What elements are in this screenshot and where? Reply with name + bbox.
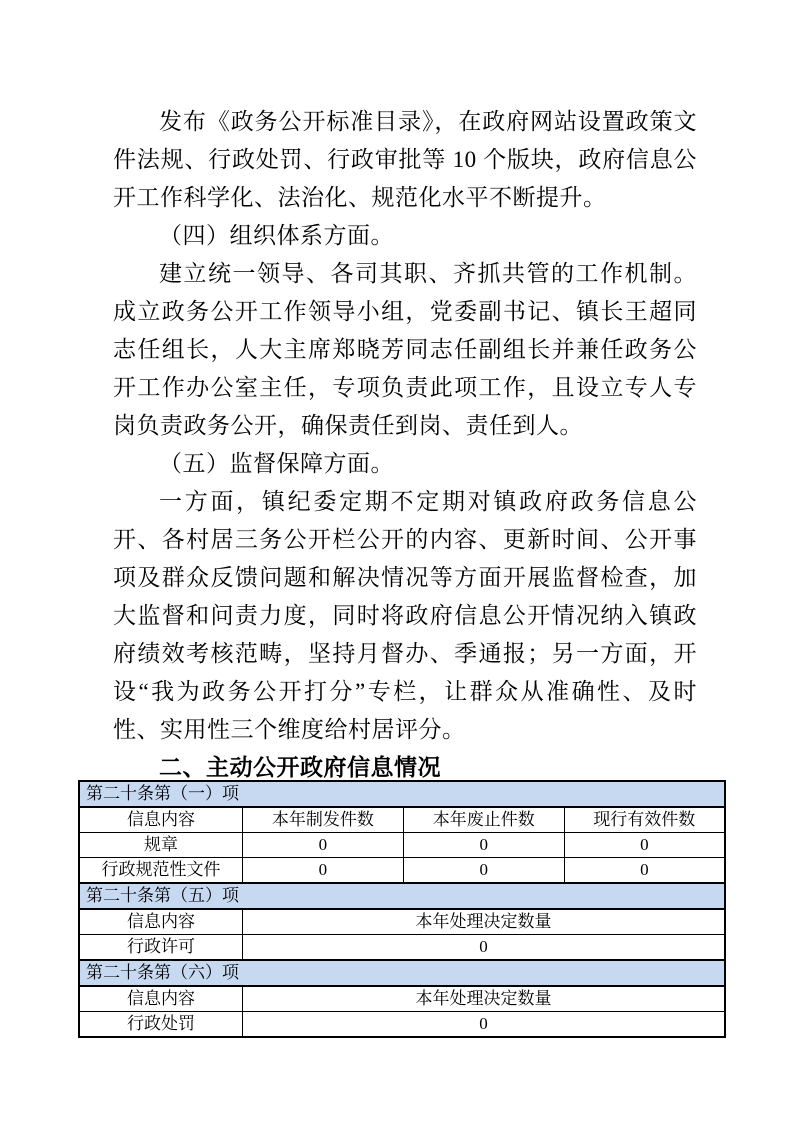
value-cell: 0 <box>403 833 564 858</box>
disclosure-statistics-table <box>78 780 726 1038</box>
row-label-cell: 行政处罚 <box>79 1012 242 1038</box>
header-cell: 本年制发件数 <box>242 807 403 833</box>
value-cell: 0 <box>564 858 725 884</box>
value-cell: 0 <box>242 935 725 961</box>
header-cell: 信息内容 <box>79 986 242 1012</box>
table-band-row <box>79 781 725 807</box>
paragraph-subheading: （四）组织体系方面。 <box>159 223 394 248</box>
value-cell: 0 <box>242 833 403 858</box>
table-row <box>79 833 725 858</box>
value-cell: 0 <box>403 858 564 884</box>
row-label-cell: 规章 <box>79 833 242 858</box>
table-row <box>79 858 725 884</box>
value-cell: 0 <box>564 833 725 858</box>
table-band-row <box>79 960 725 986</box>
table-band-label: 第二十条第（一）项 <box>79 781 725 807</box>
row-label-cell: 行政规范性文件 <box>79 858 242 884</box>
document-body-text <box>113 103 697 787</box>
header-cell: 信息内容 <box>79 807 242 833</box>
header-cell: 本年处理决定数量 <box>242 909 725 935</box>
header-cell: 现行有效件数 <box>564 807 725 833</box>
section-heading: 二、主动公开政府信息情况 <box>159 755 441 780</box>
paragraph: 一方面，镇纪委定期不定期对镇政府政务信息公开、各村居三务公开栏公开的内容、更新时间、公开事项及群众反馈问题和解决情况等方面开展监督检查，加大监督和问责力度，同时将政府信息公开情况纳入镇政府绩效考核范畴，坚持月督办、季通报；另一方面，开设“我为政务公开打分”专栏，让群众从准确性、及时性、实用性三个维度给村居评分。 <box>113 489 697 742</box>
table-band-label: 第二十条第（五）项 <box>79 883 725 909</box>
table-row <box>79 1012 725 1038</box>
header-cell: 信息内容 <box>79 909 242 935</box>
row-label-cell: 行政许可 <box>79 935 242 961</box>
paragraph: 建立统一领导、各司其职、齐抓共管的工作机制。成立政务公开工作领导小组，党委副书记、镇长王超同志任组长，人大主席郑晓芳同志任副组长并兼任政务公开工作办公室主任，专项负责此项工作，且设立专人专岗负责政务公开，确保责任到岗、责任到人。 <box>113 261 697 438</box>
paragraph-subheading: （五）监督保障方面。 <box>159 451 394 476</box>
table-band-label: 第二十条第（六）项 <box>79 960 725 986</box>
header-cell: 本年处理决定数量 <box>242 986 725 1012</box>
table-header-row <box>79 986 725 1012</box>
table-header-row <box>79 807 725 833</box>
value-cell: 0 <box>242 1012 725 1038</box>
value-cell: 0 <box>242 858 403 884</box>
paragraph: 发布《政务公开标准目录》，在政府网站设置政策文件法规、行政处罚、行政审批等 10 个版块，政府信息公开工作科学化、法治化、规范化水平不断提升。 <box>113 109 697 210</box>
table-band-row <box>79 883 725 909</box>
header-cell: 本年废止件数 <box>403 807 564 833</box>
table-header-row <box>79 909 725 935</box>
table-row <box>79 935 725 961</box>
